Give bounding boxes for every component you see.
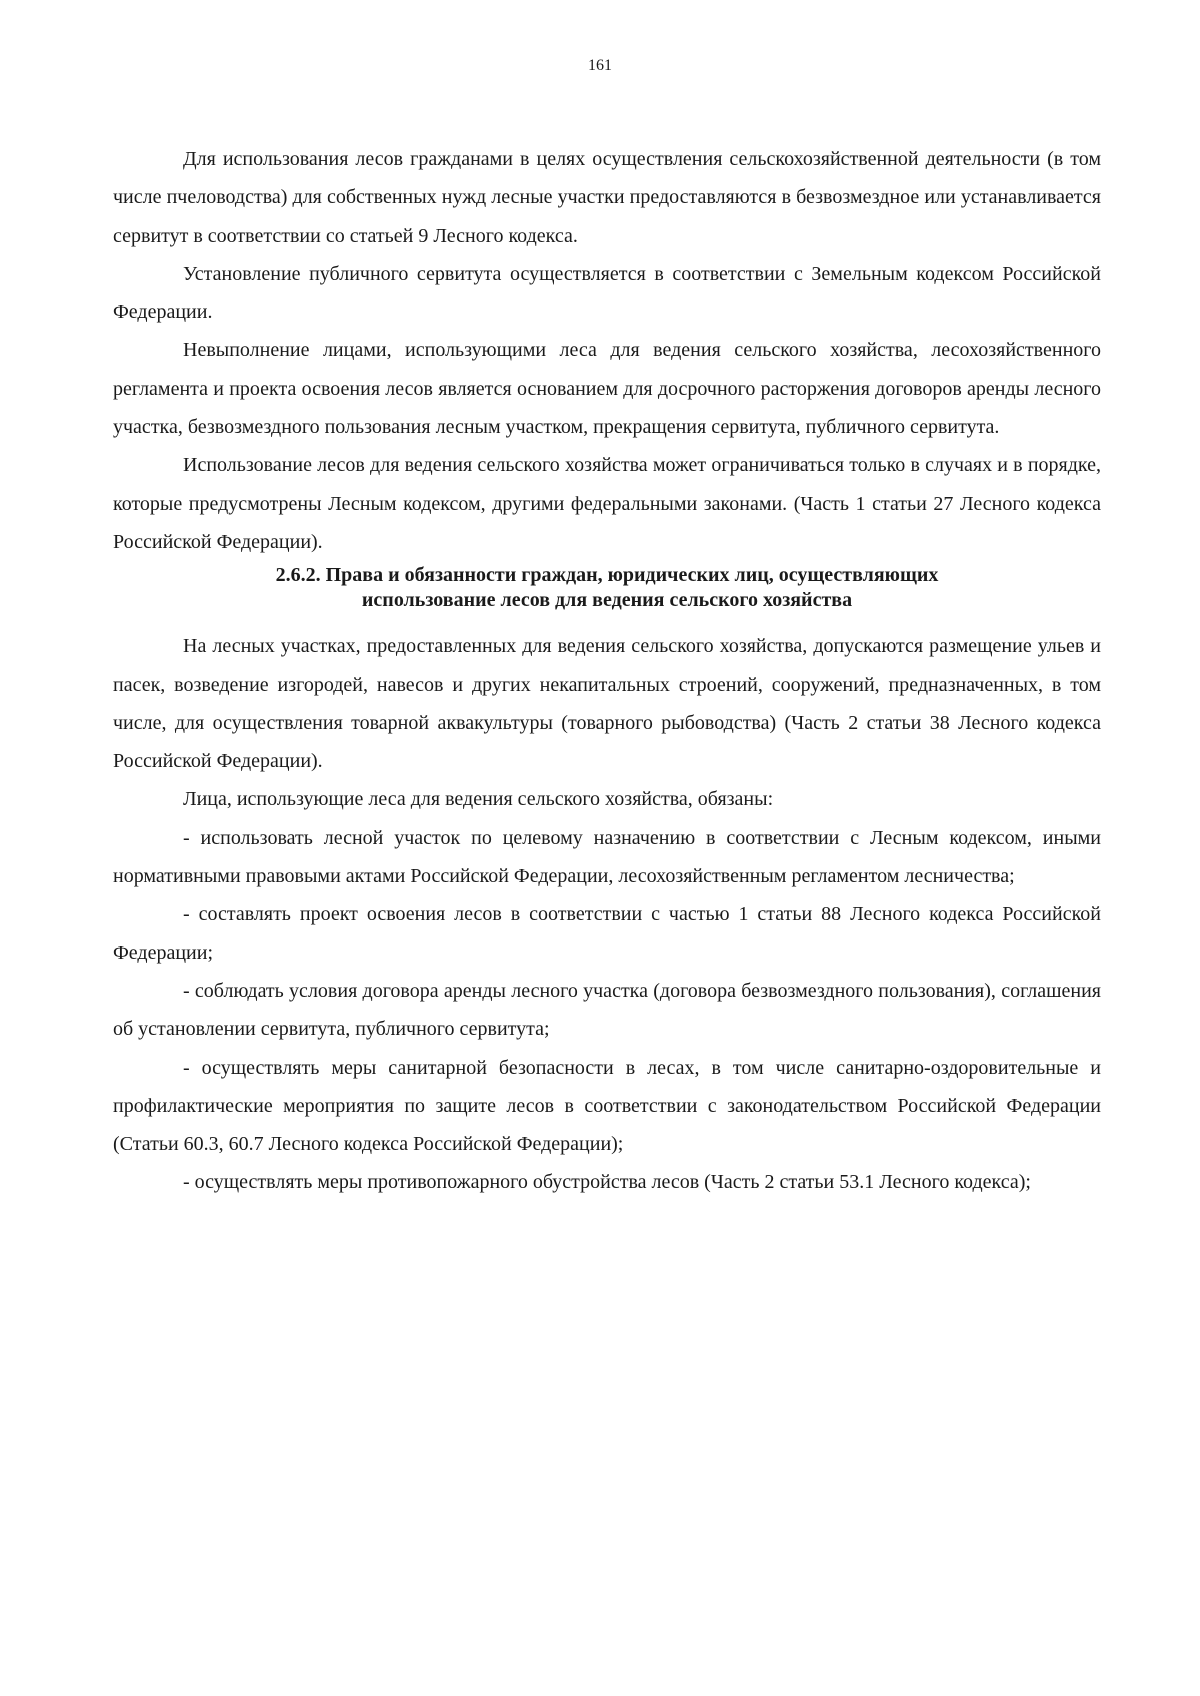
document-body	[113, 140, 1101, 1202]
list-item: - осуществлять меры противопожарного обустройства лесов (Часть 2 статьи 53.1 Лесного кодекса);	[183, 1171, 1031, 1194]
paragraph: Невыполнение лицами, использующими леса для ведения сельского хозяйства, лесохозяйственного регламента и проекта освоения лесов является основанием для досрочного расторжения договоров аренды лесного участка, безвозмездного пользования лесным участком, прекращения сервитута, публичного сервитута.	[113, 339, 1101, 439]
section-heading-line: использование лесов для ведения сельского хозяйства	[361, 589, 853, 612]
list-item: - соблюдать условия договора аренды лесного участка (договора безвозмездного пользования), соглашения об установлении сервитута, публичного сервитута;	[113, 979, 1101, 1041]
paragraph: Использование лесов для ведения сельского хозяйства может ограничиваться только в случаях и в порядке, которые предусмотрены Лесным кодексом, другими федеральными законами. (Часть 1 статьи 27 Лесного кодекса Российской Федерации).	[113, 454, 1101, 553]
paragraph: Установление публичного сервитута осуществляется в соответствии с Земельным кодексом Российской Федерации.	[113, 262, 1101, 324]
section-heading-line: 2.6.2. Права и обязанности граждан, юридических лиц, осуществляющих	[275, 564, 939, 587]
list-item: - использовать лесной участок по целевому назначению в соответствии с Лесным кодексом, иными нормативными правовыми актами Российской Федерации, лесохозяйственным регламентом лесничества;	[113, 826, 1101, 888]
section-heading	[113, 563, 1101, 613]
paragraph: На лесных участках, предоставленных для ведения сельского хозяйства, допускаются размещение ульев и пасек, возведение изгородей, навесов и других некапитальных строений, сооружений, предназначенных, в том числе, для осуществления товарной аквакультуры (товарного рыбоводства) (Часть 2 статьи 38 Лесного кодекса Российской Федерации).	[113, 635, 1101, 773]
page-number: 161	[588, 57, 612, 74]
paragraph: Для использования лесов гражданами в целях осуществления сельскохозяйственной деятельности (в том числе пчеловодства) для собственных нужд лесные участки предоставляются в безвозмездное или устанавливается сервитут в соответствии со статьей 9 Лесного кодекса.	[113, 148, 1101, 247]
list-item: - осуществлять меры санитарной безопасности в лесах, в том числе санитарно-оздоровительные и профилактические мероприятия по защите лесов в соответствии с законодательством Российской Федерации (Статьи 60.3, 60.7 Лесного кодекса Российской Федерации);	[113, 1056, 1101, 1156]
list-item: - составлять проект освоения лесов в соответствии с частью 1 статьи 88 Лесного кодекса Российской Федерации;	[113, 903, 1101, 964]
paragraph: Лица, использующие леса для ведения сельского хозяйства, обязаны:	[183, 788, 774, 811]
